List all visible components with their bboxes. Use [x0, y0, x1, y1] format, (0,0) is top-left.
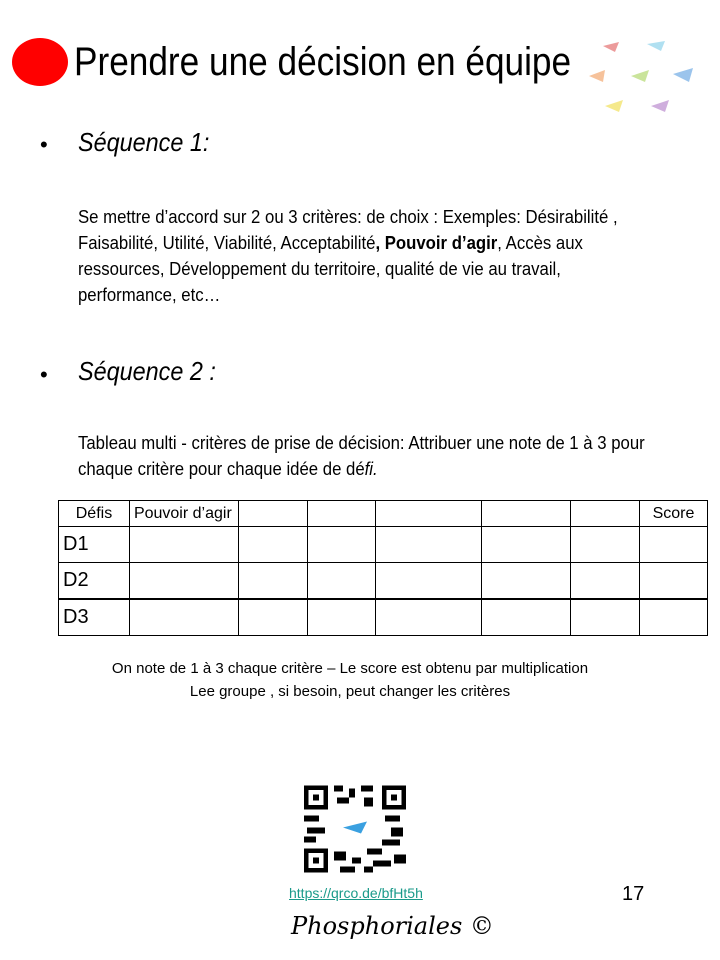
cell — [129, 563, 238, 600]
table-row — [59, 527, 708, 563]
text: Se mettre d’accord sur 2 ou 3 critères: de choix : Exemples: Désirabilité , Faisabilité, Utilité, Viabilité, Acceptabilité — [78, 207, 618, 253]
cell — [238, 527, 307, 563]
cell — [375, 527, 482, 563]
bold-text: , Pouvoir d’agir — [375, 233, 498, 253]
text: , Accès aux ressources, Développement du territoire, qualité de vie au travail, performance, etc… — [78, 233, 583, 305]
row-label: D3 — [59, 599, 130, 636]
brand-signature: Phosphoriales © — [291, 912, 494, 940]
cell — [307, 599, 375, 636]
red-dot-icon — [12, 38, 68, 86]
qr-link[interactable]: https://qrco.de/bfHt5h — [289, 885, 423, 901]
cell — [238, 563, 307, 600]
table-header-row — [59, 501, 708, 527]
cell — [571, 599, 640, 636]
qr-code-icon — [304, 785, 406, 873]
cell — [482, 563, 571, 600]
header-cell — [482, 501, 571, 527]
cell — [639, 563, 707, 600]
header-cell — [307, 501, 375, 527]
cell — [375, 599, 482, 636]
header-cell: Score — [639, 501, 707, 527]
header-cell — [571, 501, 640, 527]
bullet-icon: • — [40, 362, 48, 387]
sequence1-text — [78, 204, 655, 308]
butterflies-logo-icon — [585, 38, 705, 123]
decision-table — [58, 500, 708, 636]
cell — [571, 563, 640, 600]
cell — [238, 599, 307, 636]
page-title: Prendre une décision en équipe — [74, 40, 572, 84]
cell — [571, 527, 640, 563]
page-number: 17 — [622, 883, 645, 905]
cell — [129, 527, 238, 563]
header-cell — [375, 501, 482, 527]
cell — [307, 527, 375, 563]
cell — [129, 599, 238, 636]
sequence2-heading: Séquence 2 : — [78, 356, 216, 386]
cell — [482, 527, 571, 563]
row-label: D2 — [59, 563, 130, 600]
sequence1-heading: Séquence 1: — [78, 127, 210, 157]
text: Tableau multi - critères de prise de décision: Attribuer une note de 1 à 3 pour chaque critère pour chaque idée de dé — [78, 433, 645, 479]
header-cell: Défis — [59, 501, 130, 527]
table-row — [59, 563, 708, 600]
cell — [639, 527, 707, 563]
bullet-icon: • — [40, 132, 48, 157]
row-label: D1 — [59, 527, 130, 563]
cell — [375, 563, 482, 600]
cell — [307, 563, 375, 600]
header-cell — [238, 501, 307, 527]
header-cell: Pouvoir d’agir — [129, 501, 238, 527]
table-row — [59, 599, 708, 636]
cell — [639, 599, 707, 636]
cell — [482, 599, 571, 636]
note-line: On note de 1 à 3 chaque critère – Le score est obtenu par multiplication — [111, 660, 589, 677]
note-line: Lee groupe , si besoin, peut changer les critères — [189, 683, 511, 700]
sequence2-text — [78, 430, 655, 482]
italic-text: fi. — [364, 459, 378, 479]
